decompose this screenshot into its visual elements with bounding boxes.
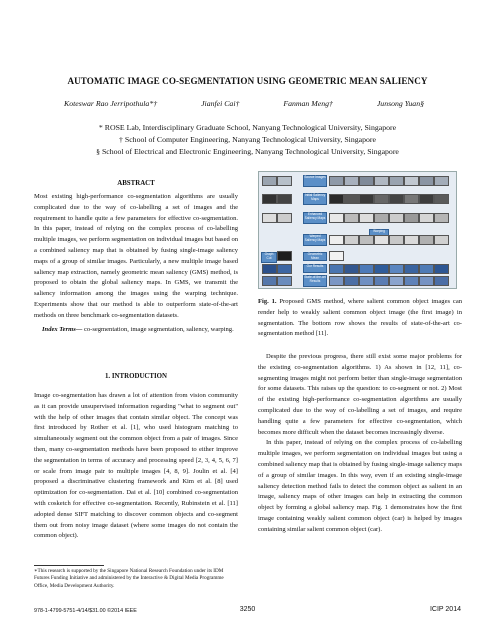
thumbnail [359, 235, 374, 245]
thumbnail [404, 235, 419, 245]
thumbnail [277, 251, 292, 261]
thumbnail [389, 276, 404, 286]
author-list [64, 99, 424, 108]
thumbnail [434, 264, 449, 274]
thumbnail [329, 235, 344, 245]
abstract-body [34, 192, 238, 335]
thumbnail [404, 276, 419, 286]
footnote-rule [34, 565, 104, 566]
thumbnail [262, 213, 277, 223]
thumbnail [277, 213, 292, 223]
thumbnail [359, 276, 374, 286]
thumbnail [344, 176, 359, 186]
thumbnail [404, 176, 419, 186]
figure-caption-label: Fig. 1. [258, 298, 277, 305]
thumbnail [419, 276, 434, 286]
thumbnail [329, 264, 344, 274]
thumbnail [359, 264, 374, 274]
thumbnail [329, 194, 344, 204]
thumbnail [389, 194, 404, 204]
thumbnail [419, 213, 434, 223]
right-column-body [258, 352, 462, 536]
paragraph: Despite the previous progress, there still exist some major problems for the existing co-segmentation algorithms. 1) As shown in [12, 11], co-segmenting images might not perform better than single-image segmentation for some datasets. This raises up the question: to co-segment or not. 2) Most of the existing high-performance co-segmentation algorithms are usually complicated due to the way of co-labelling a set of images, and require handling quite a few parameters for effective co-segmentation, which becomes more difficult when the dataset becomes increasingly diverse. [258, 353, 462, 436]
thumbnail [434, 194, 449, 204]
page-number: 3250 [239, 606, 256, 613]
abstract-heading: ABSTRACT [117, 180, 155, 187]
author: Jianfei Cai† [201, 99, 240, 108]
thumbnail [262, 276, 277, 286]
thumbnail [374, 264, 389, 274]
thumbnail [434, 276, 449, 286]
affiliation: * ROSE Lab, Interdisciplinary Graduate School, Nanyang Technological University, Singapore [98, 123, 397, 132]
thumbnail [344, 235, 359, 245]
figure-caption-text: Proposed GMS method, where salient common object images can render help to weakly salient common object image (the first image) in segmentation. The bottom row shows the results of state-of-the-art co-segmentation method [11]. [258, 298, 462, 338]
thumbnail [374, 235, 389, 245]
thumbnail [344, 264, 359, 274]
thumbnail [404, 213, 419, 223]
flow-label: Warped Saliency Maps [303, 234, 327, 246]
thumbnail [359, 213, 374, 223]
paper-title: AUTOMATIC IMAGE CO-SEGMENTATION USING GEOMETRIC MEAN SALIENCY [67, 76, 428, 86]
thumbnail [344, 194, 359, 204]
thumbnail [389, 235, 404, 245]
thumbnail [329, 176, 344, 186]
thumbnail [329, 251, 344, 261]
thumbnail [277, 264, 292, 274]
index-terms-text: co-segmentation, image segmentation, saliency, warping. [82, 325, 234, 333]
thumbnail [374, 276, 389, 286]
thumbnail [419, 194, 434, 204]
thumbnail [277, 176, 292, 186]
thumbnail [404, 194, 419, 204]
thumbnail [389, 264, 404, 274]
footnote: ∗This research is supported by the Singapore National Research Foundation under its IDM Futures Funding Initiative and administered by the Interactive & Digital Media Programme Office, Media Development Authority. [34, 568, 224, 589]
thumbnail [277, 276, 292, 286]
flow-label: Geometric Mean [303, 252, 327, 261]
thumbnail [374, 213, 389, 223]
intro-body [34, 391, 238, 542]
thumbnail [404, 264, 419, 274]
figure-1 [258, 171, 457, 289]
flow-label: State-of-the-art Results [303, 275, 327, 287]
flow-label: Warping [369, 229, 389, 236]
index-terms-label: Index Terms— [42, 325, 83, 333]
author: Koteswar Rao Jerripothula*† [64, 99, 158, 108]
thumbnail [262, 194, 277, 204]
footer-copyright: 978-1-4799-5751-4/14/$31.00 ©2014 IEEE [34, 608, 137, 614]
affiliation: § School of Electrical and Electronic Engineering, Nanyang Technological University, Singapore [96, 147, 399, 156]
flow-label: Graph Cut [261, 252, 277, 263]
thumbnail [329, 276, 344, 286]
author: Fanman Meng† [283, 99, 333, 108]
flow-label: Our Results [303, 264, 327, 273]
thumbnail [262, 176, 277, 186]
thumbnail [419, 264, 434, 274]
intro-heading: 1. INTRODUCTION [104, 373, 168, 380]
thumbnail [389, 213, 404, 223]
affiliation: † School of Computer Engineering, Nanyang Technological University, Singapore [119, 135, 376, 144]
footer-conference: ICIP 2014 [429, 606, 461, 613]
figure-caption [258, 297, 462, 340]
paragraph: In this paper, instead of relying on the complex process of co-labelling multiple images, we perform segmentation on individual images but using a combined saliency map that is obtained by fusing single-image saliency maps of a group of similar images. In this way, even if an existing single-image saliency detection method fails to detect the common object as salient in an image, saliency maps of other images can help in extracting the common object by forming a global saliency map. Fig. 1 demonstrates how the first image containing weakly salient common object (car) is helped by images containing similar salient common object (car). [258, 439, 462, 533]
author: Junsong Yuan§ [376, 99, 424, 108]
thumbnail [419, 176, 434, 186]
thumbnail [359, 194, 374, 204]
thumbnail [344, 213, 359, 223]
thumbnail [434, 176, 449, 186]
flow-label: Enhanced Saliency Maps [303, 212, 327, 224]
thumbnail [434, 235, 449, 245]
thumbnail [374, 194, 389, 204]
flow-label: Initial Saliency Maps [303, 193, 327, 205]
thumbnail [344, 276, 359, 286]
abstract-text: Most existing high-performance co-segmentation algorithms are usually complicated due to the way of co-labelling a set of images and the requirement to handle quite a few parameters for effective co-segmentation. In this paper, instead of relying on the complex process of co-labelling multiple images, we perform segmentation on individual images but based on a combined saliency map that is obtained by fusing single-image saliency maps of a group of similar images. Particularly, a new multiple image based saliency map extraction, namely geometric mean saliency (GMS) method, is proposed to obtain the global saliency maps. In GMS, we transmit the saliency information among the images using the warping technique. Experiments show that our method is able to outperform state-of-the-art methods on three benchmark co-segmentation datasets. [34, 193, 238, 319]
thumbnail [434, 213, 449, 223]
thumbnail [262, 264, 277, 274]
flow-label: Source Images [303, 175, 327, 187]
thumbnail [359, 176, 374, 186]
thumbnail [419, 235, 434, 245]
thumbnail [389, 176, 404, 186]
thumbnail [329, 213, 344, 223]
intro-text: Image co-segmentation has drawn a lot of attention from vision community as it can provide unsupervised information regarding "what to segment out" with the help of other images that contain similar object. The concept was first introduced by Rother et al. [1], who used histogram matching to simultaneously segment out the common object from a pair of images. Since then, many co-segmentation methods have been proposed to either improve the segmentation in terms of accuracy and processing speed [2, 3, 4, 5, 6, 7] or scale from image pair to multiple images [4, 8, 9]. Joulin et al. [4] proposed a discriminative clustering framework and Kim et al. [8] used optimization for co-segmentation. Dai et al. [10] combined co-segmentation with cosketch for effective co-segmentation. Recently, Rubinstein et al. [11] adopted dense SIFT matching to discover common objects and co-segment them out from noisy image dataset (where some images do not contain the common object). [34, 392, 238, 540]
thumbnail [374, 176, 389, 186]
thumbnail [277, 194, 292, 204]
